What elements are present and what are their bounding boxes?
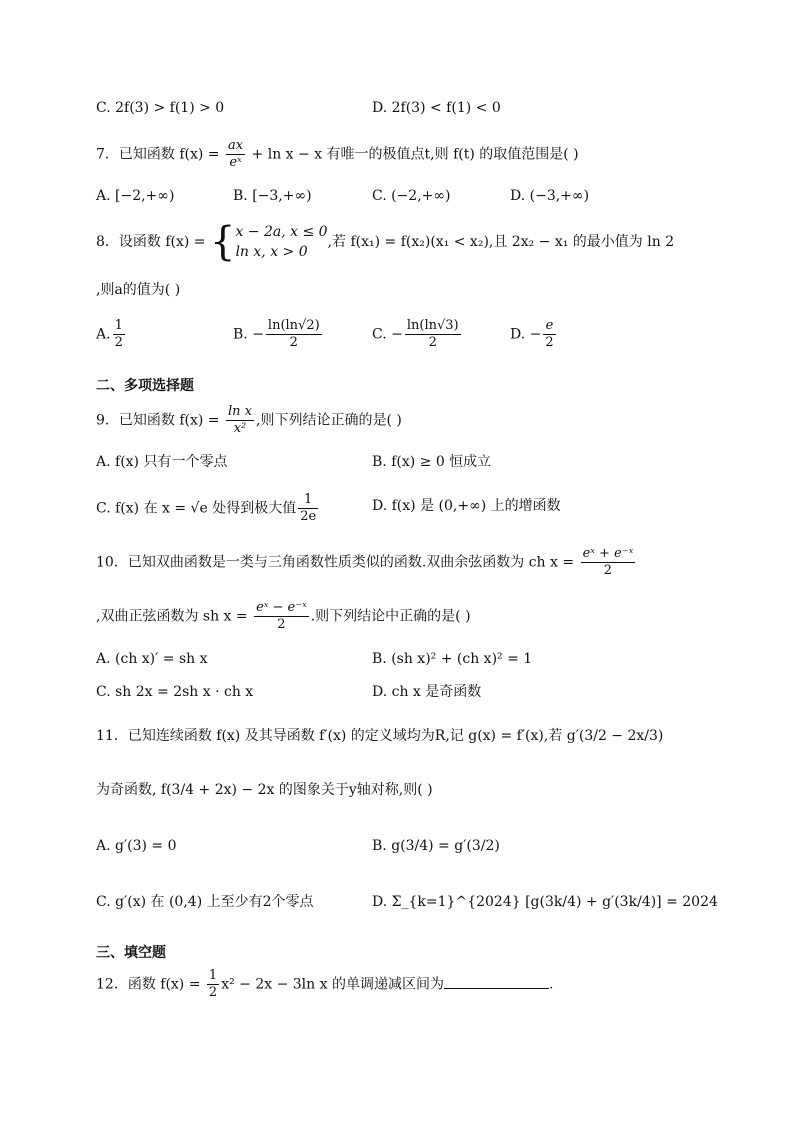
q8-option-c	[372, 318, 463, 351]
q8-option-b-frac	[266, 318, 322, 351]
q8-option-d	[510, 318, 558, 351]
q6-option-d: D. 2f(3) < f(1) < 0	[372, 100, 501, 116]
q7-option-a: A. [−2,+∞)	[96, 188, 175, 204]
q8-option-a-den: 2	[114, 335, 123, 350]
q10-line2-after: .则下列结论中正确的是( )	[310, 608, 471, 625]
q10-stem-line2	[96, 600, 471, 633]
q12-answer-blank[interactable]	[444, 974, 549, 989]
q8-option-b-den: 2	[289, 335, 298, 350]
q10-line2-before: ,双曲正弦函数为 sh x =	[96, 608, 253, 625]
q8-stem-line2: ,则a的值为( )	[96, 282, 181, 298]
q12-stem-before: 12．函数 f(x) =	[96, 976, 205, 993]
q9-option-b: B. f(x) ≥ 0 恒成立	[372, 454, 492, 470]
section-heading-fill-in: 三、填空题	[96, 945, 166, 961]
q10-option-c: C. sh 2x = 2sh x · ch x	[96, 684, 254, 700]
q8-option-d-label: D. −	[510, 326, 542, 343]
q10-frac2-den: 2	[277, 617, 286, 632]
q8-option-a-num: 1	[114, 318, 123, 333]
q6-option-c: C. 2f(3) > f(1) > 0	[96, 100, 225, 116]
q11-option-a: A. g′(3) = 0	[96, 838, 177, 854]
q9-option-a: A. f(x) 只有一个零点	[96, 454, 228, 470]
q8-cases	[235, 222, 327, 262]
q10-frac1-num: eˣ + e⁻ˣ	[582, 546, 634, 561]
q10-stem-before: 10．已知双曲函数是一类与三角函数性质类似的函数.双曲余弦函数为 ch x =	[96, 554, 579, 571]
q11-option-d: D. Σ_{k=1}^{2024} [g(3k/4) + g′(3k/4)] = 2024	[372, 894, 718, 910]
q8-option-c-den: 2	[428, 335, 437, 350]
q8-option-d-den: 2	[545, 335, 554, 350]
q8-case-2: ln x, x > 0	[235, 244, 308, 260]
q8-option-b-label: B. −	[233, 326, 264, 343]
q8-option-d-num: e	[543, 318, 555, 335]
q8-option-c-label: C. −	[372, 326, 403, 343]
q7-stem-before: 7．已知函数 f(x) =	[96, 146, 224, 163]
q10-frac1-den: 2	[603, 563, 613, 578]
q8-option-a-label: A.	[96, 326, 111, 343]
q12-frac-num: 1	[208, 968, 218, 983]
q9-frac-den: x²	[233, 421, 247, 436]
q9-frac-num: ln x	[228, 404, 252, 419]
q9-fraction	[226, 404, 254, 437]
q11-option-c: C. g′(x) 在 (0,4) 上至少有2个零点	[96, 894, 314, 910]
q9-option-d: D. f(x) 是 (0,+∞) 上的增函数	[372, 498, 561, 514]
q10-option-d: D. ch x 是奇函数	[372, 684, 482, 700]
q7-fraction	[226, 138, 245, 171]
q12-stem-end: .	[548, 976, 554, 993]
q12-fraction	[207, 968, 219, 1001]
q9-stem-before: 9．已知函数 f(x) =	[96, 412, 224, 429]
q8-option-b	[233, 318, 324, 351]
q9-option-c-num: 1	[298, 492, 318, 509]
q9-option-c-den: 2e	[300, 509, 317, 524]
q10-option-b: B. (sh x)² + (ch x)² = 1	[372, 651, 533, 667]
q7-stem-after: + ln x − x 有唯一的极值点t,则 f(t) 的取值范围是( )	[247, 146, 579, 163]
q8-option-c-num: ln(ln√3)	[406, 318, 459, 333]
q12-frac-den: 2	[208, 985, 218, 1000]
q12-stem-mid: x² − 2x − 3ln x 的单调递减区间为	[221, 976, 444, 993]
q9-option-c-text: C. f(x) 在 x = √e 处得到极大值	[96, 500, 297, 517]
q8-stem-before: 8．设函数 f(x) =	[96, 234, 210, 250]
q9-option-c-frac	[298, 492, 318, 525]
q8-stem	[96, 219, 675, 265]
q8-option-c-frac	[405, 318, 461, 351]
q10-stem	[96, 546, 637, 579]
q9-stem-after: ,则下列结论正确的是( )	[256, 412, 402, 429]
q7-option-b: B. [−3,+∞)	[233, 188, 312, 204]
q7-option-c: C. (−2,+∞)	[372, 188, 451, 204]
q9-stem	[96, 404, 402, 437]
q8-brace: {	[210, 219, 236, 265]
q12-stem	[96, 968, 553, 1001]
q7-frac-num: ax	[228, 138, 244, 153]
q9-option-c	[96, 492, 320, 525]
q10-fraction-2	[254, 600, 309, 633]
section-heading-multiple-choice: 二、多项选择题	[96, 378, 194, 394]
q10-frac2-num: eˣ − e⁻ˣ	[256, 600, 307, 615]
q11-stem-line2: 为奇函数, f(3/4 + 2x) − 2x 的图象关于y轴对称,则( )	[96, 782, 433, 798]
q11-option-b: B. g(3/4) = g′(3/2)	[372, 838, 500, 854]
q10-fraction-1	[581, 546, 636, 579]
q7-frac-den: eˣ	[229, 155, 242, 170]
q10-option-a: A. (ch x)′ = sh x	[96, 651, 208, 667]
q7-option-d: D. (−3,+∞)	[510, 188, 590, 204]
q8-option-b-num: ln(ln√2)	[267, 318, 320, 333]
q8-option-d-frac	[543, 318, 555, 351]
q8-option-a	[96, 318, 127, 351]
q7-stem	[96, 138, 579, 171]
q8-case-1: x − 2a, x ≤ 0	[235, 224, 328, 240]
q8-stem-after: ,若 f(x₁) = f(x₂)(x₁ < x₂),且 2x₂ − x₁ 的最小值为 ln 2	[327, 234, 675, 250]
q11-stem: 11．已知连续函数 f(x) 及其导函数 f′(x) 的定义域均为R,记 g(x) = f′(x),若 g′(3/2 − 2x/3)	[96, 728, 664, 744]
q8-option-a-frac	[113, 318, 125, 351]
